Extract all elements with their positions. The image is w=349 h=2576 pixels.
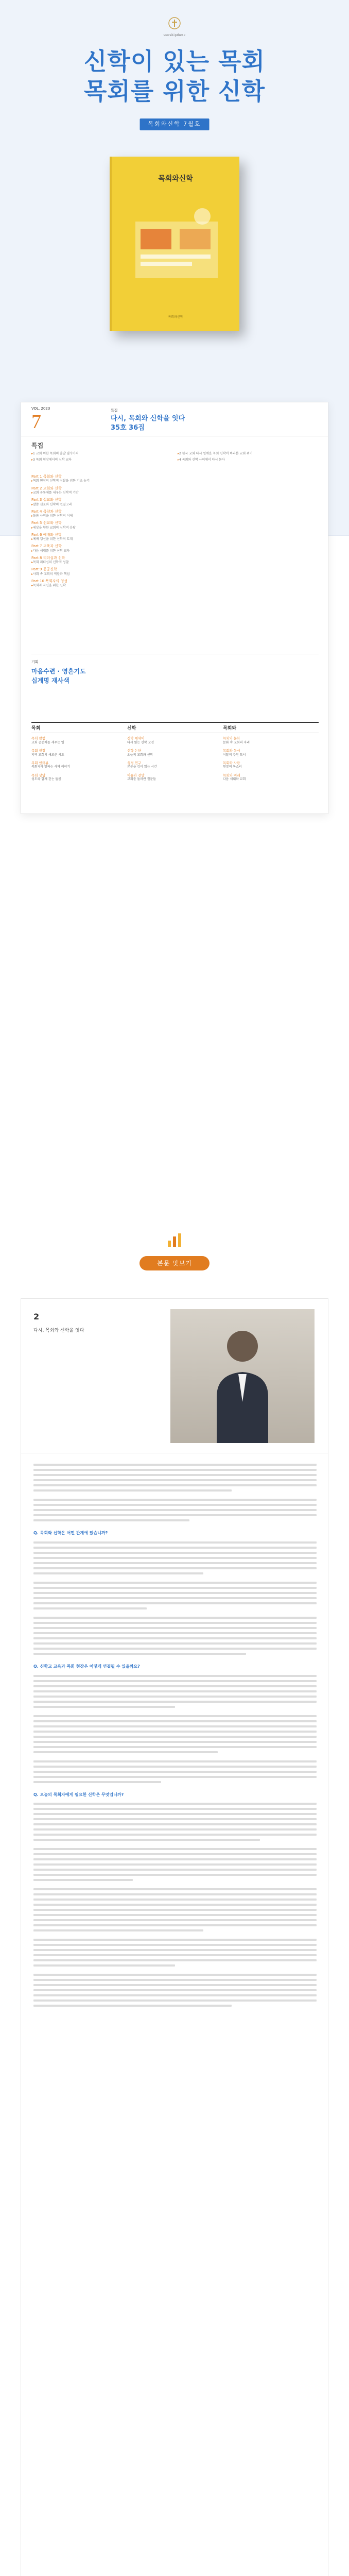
article-paragraph [33, 1541, 317, 1574]
toc-col-item-title[interactable]: 목회 칼럼 [31, 736, 46, 740]
toc-col-item-text: 교회를 둘러싼 질문들 [127, 777, 156, 782]
toc-extra-label: 기획 [31, 660, 39, 664]
article-paragraph [33, 1848, 317, 1881]
toc-col-item-title[interactable]: 목회 인터뷰 [31, 760, 49, 765]
toc-item-text: ▸ 돌봄 사역을 위한 신학적 이해 [31, 514, 319, 518]
toc-col-item-text: 교회 공동체를 세우는 일 [31, 740, 64, 744]
toc-col-3 [223, 733, 319, 785]
article-paragraph [33, 1974, 317, 2007]
toc-col-item-text: 성도와 함께 걷는 돌봄 [31, 777, 61, 782]
article-number: 2 [33, 1312, 40, 1321]
article-headline: 다시, 목회와 신학을 잇다 [33, 1328, 84, 1333]
table-of-contents [21, 402, 328, 814]
toc-item[interactable] [31, 544, 319, 553]
toc-item[interactable] [31, 579, 319, 588]
toc-col-item-text: 지역 교회의 새로운 시도 [31, 753, 64, 757]
toc-item[interactable] [31, 533, 319, 542]
article-paragraph [33, 1760, 317, 1783]
toc-head-title: 다시, 목회와 신학을 잇다 [111, 415, 185, 423]
author-photo [170, 1309, 315, 1443]
toc-head-subtitle: 35호 36집 [111, 423, 145, 432]
article-head [21, 1299, 328, 1453]
toc-section-label: 특집 [111, 409, 118, 413]
toc-item-text: ▸ 목회자 자신을 위한 신학 [31, 584, 319, 588]
toc-item[interactable] [31, 567, 319, 577]
toc-col-item-title[interactable]: 목회와 독서 [223, 748, 240, 753]
article-paragraph [33, 1803, 317, 1841]
toc-item-title: Part 1 목회와 신학 [31, 474, 62, 479]
toc-col-head-2: 신학 [127, 726, 136, 731]
toc-col-item-title[interactable]: 목회와 사람 [223, 760, 240, 765]
toc-col-head-1: 목회 [31, 726, 41, 731]
toc-pair-text[interactable]: ▸ 1 교회 위한 목회의 출발 필수가치 [31, 452, 172, 456]
toc-item-text: ▸ 목회 리더십의 신학적 성찰 [31, 561, 319, 565]
toc-col-item-text: 현장의 목소리 [223, 765, 242, 769]
toc-item-title: Part 6 예배와 신학 [31, 532, 62, 537]
hero-title [0, 46, 349, 106]
toc-extra-text2[interactable]: 십계명 재사색 [31, 677, 69, 684]
toc-item-title: Part 2 교회와 신학 [31, 486, 62, 490]
preview-header [0, 1231, 349, 1270]
toc-col-item-text: 오늘의 교회와 신학 [127, 753, 153, 757]
article-paragraph [33, 1715, 317, 1753]
toc-item-text: ▸ 예배 갱신을 위한 신학적 토대 [31, 537, 319, 541]
toc-col-item-title[interactable]: 신학 에세이 [127, 736, 145, 740]
toc-item-text: ▸ 다음 세대를 위한 신학 교육 [31, 549, 319, 553]
toc-item[interactable] [31, 521, 319, 530]
toc-pair-text[interactable]: ▸ 2 한국 교회 다시 일깨운 목회 신학이 바라본 교회 위기 [178, 452, 319, 456]
toc-item[interactable] [31, 556, 319, 565]
toc-item[interactable] [31, 486, 319, 496]
toc-pair [31, 458, 319, 462]
toc-col-item-title[interactable]: 목회 현장 [31, 748, 46, 753]
toc-col-item-text: 다시 읽는 신학 고전 [127, 740, 154, 744]
person-icon [212, 1325, 273, 1443]
toc-col-item-title[interactable]: 신학 논단 [127, 748, 142, 753]
toc-col-1 [31, 733, 127, 785]
article-paragraph [33, 1499, 317, 1521]
toc-col-item-title[interactable]: 이슈와 전망 [127, 773, 145, 777]
toc-col-item-title[interactable]: 목회 상담 [31, 773, 46, 777]
toc-col-item-text: 목회자가 말하는 사역 이야기 [31, 765, 71, 769]
toc-item-title: Part 8 리더십과 신학 [31, 555, 65, 560]
toc-item[interactable] [31, 474, 319, 484]
toc-item-title: Part 10 목회자의 영성 [31, 579, 67, 583]
toc-pair-text[interactable]: ▸ 4 목회와 신학 사이에서 다시 묻다 [178, 458, 319, 462]
toc-pair-text[interactable]: ▸ 3 목회 현장에서의 신학 교육 [31, 458, 172, 462]
toc-item-text: ▸ 교회 공동체를 세우는 신학적 기반 [31, 491, 319, 495]
toc-item[interactable] [31, 498, 319, 507]
article-paragraph [33, 1675, 317, 1708]
toc-col-item-text: 문화 속 교회의 자리 [223, 740, 250, 744]
toc-col-item-title[interactable]: 목회와 미래 [223, 773, 240, 777]
book-label: 목회와신학 [158, 175, 193, 183]
hero-title-line2: 목회를 위한 신학 [83, 77, 266, 105]
toc-vol-label: VOL. 2023 [31, 406, 50, 411]
bar-chart-icon [166, 1231, 183, 1249]
toc-item[interactable] [31, 510, 319, 519]
cross-emblem-icon [168, 16, 181, 30]
hero-title-line1: 신학이 있는 목회 [83, 47, 266, 75]
article-paragraph [33, 1582, 317, 1609]
toc-pair [31, 452, 319, 456]
toc-vol-number: 7 [31, 411, 41, 433]
toc-columns [31, 722, 319, 785]
preview-label: 본문 맛보기 [139, 1256, 210, 1270]
cover-illustration-icon [130, 201, 223, 294]
toc-item-text: ▸ 사회 속 교회의 역할과 책임 [31, 572, 319, 577]
toc-col-head-3: 목회와 [223, 726, 237, 731]
toc-item-title: Part 3 설교와 신학 [31, 498, 62, 502]
article-preview [21, 1298, 328, 2576]
toc-part-label: 특집 [31, 442, 44, 449]
article-question: Q. 목회와 신학은 어떤 관계에 있습니까? [33, 1531, 108, 1535]
article-paragraph [33, 1888, 317, 1931]
toc-items [31, 474, 319, 590]
toc-col-item-text: 본문을 깊이 읽는 시간 [127, 765, 157, 769]
toc-head-text [111, 409, 185, 433]
toc-col-item-text: 이달의 추천 도서 [223, 753, 246, 757]
toc-col-2 [127, 733, 223, 785]
toc-item-title: Part 7 교육과 신학 [31, 544, 62, 549]
article-question: Q. 오늘의 목회자에게 필요한 신학은 무엇입니까? [33, 1792, 124, 1797]
toc-item-text: ▸ 말씀 선포와 신학의 연결고리 [31, 503, 319, 507]
brand-name: worshipthese [163, 33, 186, 38]
brand [0, 16, 349, 38]
article-question: Q. 신학교 교육과 목회 현장은 어떻게 연결될 수 있을까요? [33, 1664, 140, 1669]
hero-subtitle: 목회와신학 7월호 [140, 118, 210, 130]
toc-columns-body [31, 733, 319, 785]
book-cover [110, 157, 239, 331]
toc-item-title: Part 4 목양과 신학 [31, 509, 62, 514]
toc-item-text: ▸ 세상을 향한 교회의 신학적 응답 [31, 526, 319, 530]
toc-item-title: Part 5 선교와 신학 [31, 521, 62, 526]
toc-extra-text1[interactable]: 마음수련 · 영혼기도 [31, 668, 86, 675]
toc-header [21, 402, 328, 436]
article-paragraph [33, 1617, 317, 1655]
toc-item-title: Part 9 공공신학 [31, 567, 57, 572]
book-foot: 목회와신학 [168, 315, 183, 319]
toc-item-text: ▸ 목회 현장의 신학적 성찰을 위한 기초 놓기 [31, 479, 319, 483]
article-body [33, 1464, 317, 2014]
toc-pairs [31, 452, 319, 464]
article-paragraph [33, 1464, 317, 1492]
article-paragraph [33, 1939, 317, 1967]
toc-col-item-title[interactable]: 목회와 문화 [223, 736, 240, 740]
toc-col-item-text: 다음 세대와 교회 [223, 777, 246, 782]
toc-columns-header [31, 722, 319, 733]
toc-col-item-title[interactable]: 성경 연구 [127, 760, 142, 765]
